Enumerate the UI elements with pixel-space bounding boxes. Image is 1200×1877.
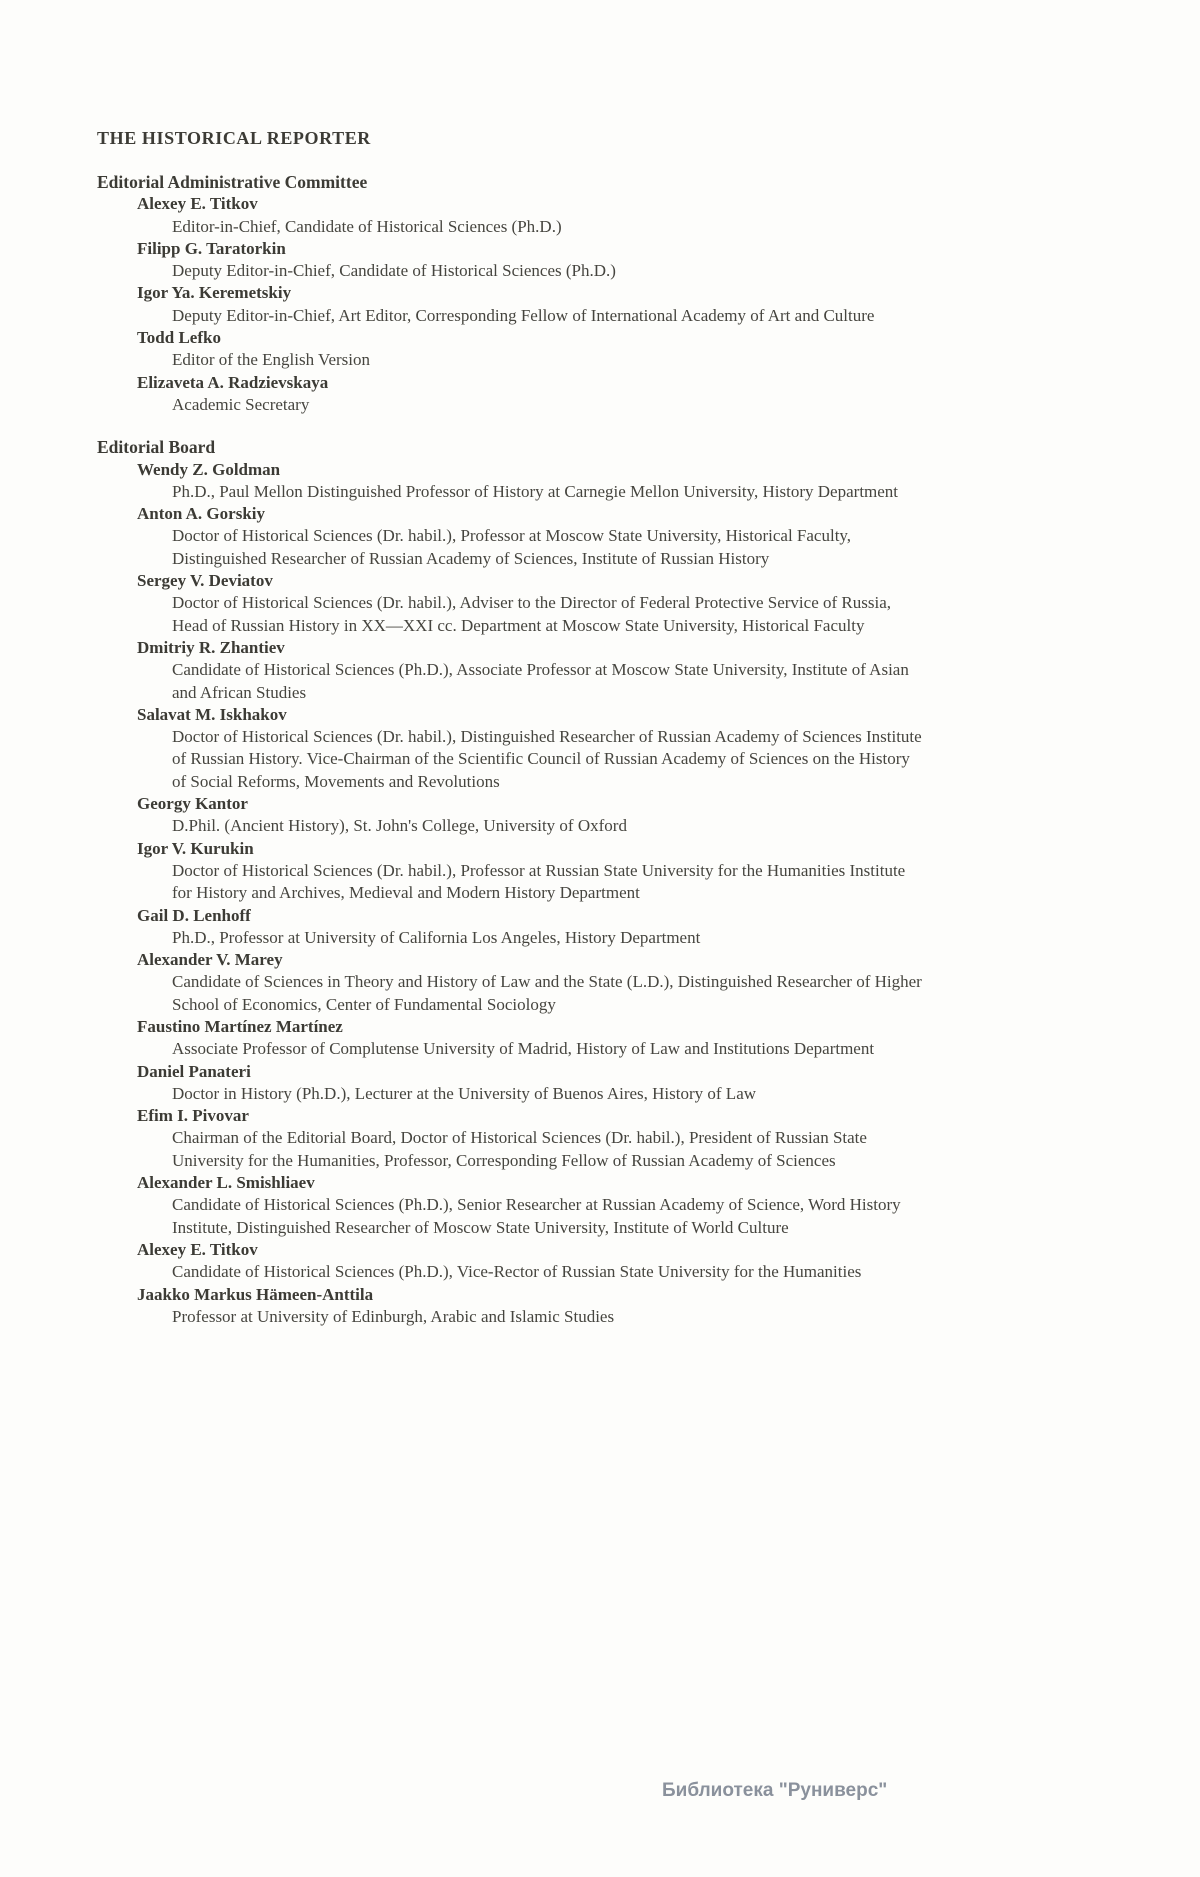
- member-name: Elizaveta A. Radzievskaya: [137, 372, 329, 392]
- member-role: Doctor of Historical Sciences (Dr. habil.), Professor at Moscow State University, Historical Faculty, Distinguished Researcher of Russian Academy of Sciences, Institute of Russian History: [172, 526, 852, 568]
- member-name: Alexander V. Marey: [137, 950, 283, 970]
- member-role: Candidate of Historical Sciences (Ph.D.), Associate Professor at Moscow State University, Institute of Asian and African Studies: [172, 660, 909, 702]
- member-role: Editor of the English Version: [172, 350, 370, 370]
- member-role: Deputy Editor-in-Chief, Art Editor, Corresponding Fellow of International Academy of Art and Culture: [172, 305, 875, 325]
- member-name: Salavat M. Iskhakov: [137, 704, 287, 724]
- member-role: Doctor of Historical Sciences (Dr. habil.), Adviser to the Director of Federal Protective Service of Russia, Head of Russian History in XX—XXI cc. Department at Moscow State University, Historical Faculty: [172, 593, 891, 635]
- member-role: Deputy Editor-in-Chief, Candidate of Historical Sciences (Ph.D.): [172, 261, 616, 281]
- editorial-section: [97, 171, 937, 416]
- member-role: D.Phil. (Ancient History), St. John's College, University of Oxford: [172, 816, 627, 836]
- member-role: Associate Professor of Complutense University of Madrid, History of Law and Institutions Department: [172, 1039, 875, 1059]
- member-role: Candidate of Sciences in Theory and History of Law and the State (L.D.), Distinguished Researcher of Higher School of Economics, Center of Fundamental Sociology: [172, 972, 922, 1014]
- member-name: Wendy Z. Goldman: [137, 459, 281, 479]
- library-watermark: Библиотека "Руниверс": [662, 1780, 888, 1801]
- member-name: Georgy Kantor: [137, 794, 248, 814]
- member-name: Efim I. Pivovar: [137, 1106, 249, 1126]
- member-name: Dmitriy R. Zhantiev: [137, 637, 285, 657]
- member-name: Todd Lefko: [137, 328, 221, 348]
- member-role: Candidate of Historical Sciences (Ph.D.), Vice-Rector of Russian State University for the Humanities: [172, 1262, 862, 1282]
- member-name: Faustino Martínez Martínez: [137, 1016, 343, 1036]
- member-role: Candidate of Historical Sciences (Ph.D.), Senior Researcher at Russian Academy of Science, Word History Institute, Distinguished Researcher of Moscow State University, Institute of World Culture: [172, 1195, 901, 1237]
- member-role: Doctor in History (Ph.D.), Lecturer at the University of Buenos Aires, History of Law: [172, 1083, 757, 1103]
- member-role: Doctor of Historical Sciences (Dr. habil.), Distinguished Researcher of Russian Academy of Sciences Institute of Russian History. Vice-Chairman of the Scientific Council of Russian Academy of Sciences on the History of Social Reforms, Movements and Revolutions: [172, 727, 922, 791]
- member-name: Daniel Panateri: [137, 1061, 251, 1081]
- member-name: Igor V. Kurukin: [137, 838, 254, 858]
- member-name: Igor Ya. Keremetskiy: [137, 283, 292, 303]
- member-name: Alexey E. Titkov: [137, 1239, 258, 1259]
- member-name: Jaakko Markus Hämeen-Anttila: [137, 1284, 374, 1304]
- member-name: Alexander L. Smishliaev: [137, 1173, 315, 1193]
- member-role: Ph.D., Paul Mellon Distinguished Professor of History at Carnegie Mellon University, History Department: [172, 481, 899, 501]
- section-heading: Editorial Board: [97, 437, 216, 458]
- member-role: Academic Secretary: [172, 394, 310, 414]
- member-role: Editor-in-Chief, Candidate of Historical Sciences (Ph.D.): [172, 216, 562, 236]
- page-content: [97, 128, 937, 1328]
- page-title: THE HISTORICAL REPORTER: [97, 128, 371, 148]
- editorial-sections: [97, 171, 937, 1328]
- member-role: Chairman of the Editorial Board, Doctor of Historical Sciences (Dr. habil.), President of Russian State University for the Humanities, Professor, Corresponding Fellow of Russian Academy of Sciences: [172, 1128, 867, 1170]
- section-heading: Editorial Administrative Committee: [97, 172, 368, 192]
- member-name: Sergey V. Deviatov: [137, 571, 273, 591]
- member-name: Alexey E. Titkov: [137, 194, 258, 214]
- member-name: Filipp G. Taratorkin: [137, 238, 286, 258]
- editorial-section: [97, 436, 937, 1328]
- member-role: Doctor of Historical Sciences (Dr. habil.), Professor at Russian State University for the Humanities Institute for History and Archives, Medieval and Modern History Department: [172, 860, 906, 903]
- member-name: Anton A. Gorskiy: [137, 504, 265, 524]
- member-role: Professor at University of Edinburgh, Arabic and Islamic Studies: [172, 1306, 615, 1326]
- member-name: Gail D. Lenhoff: [137, 905, 251, 925]
- member-role: Ph.D., Professor at University of California Los Angeles, History Department: [172, 927, 701, 947]
